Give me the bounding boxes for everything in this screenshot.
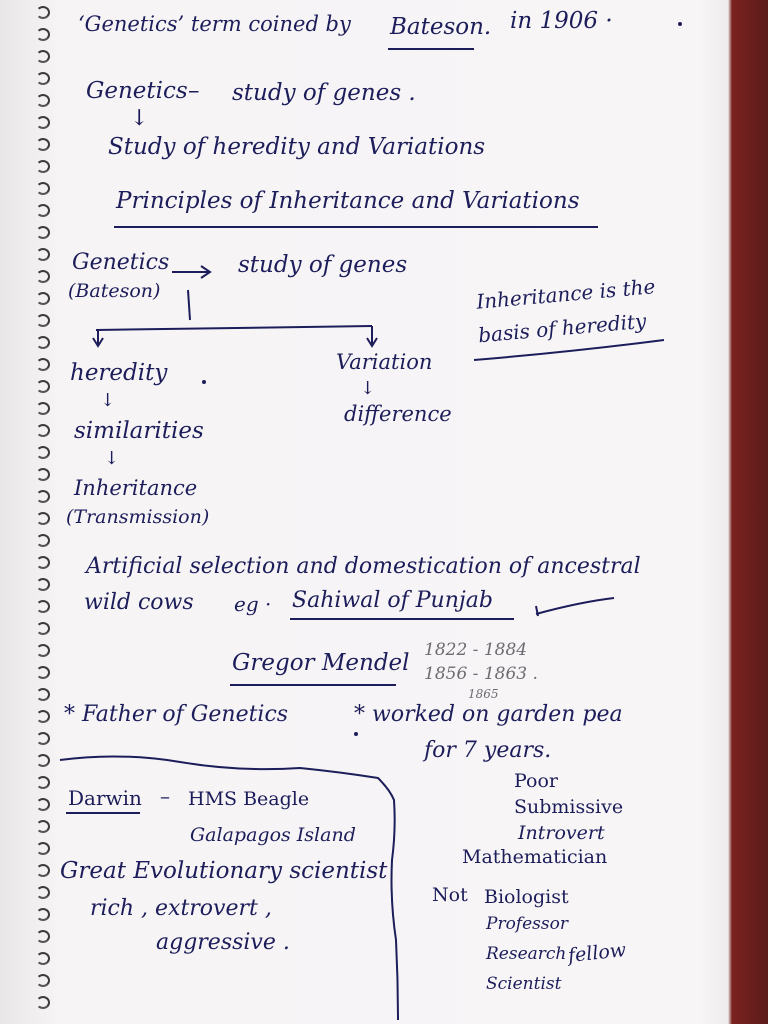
trait-poor: Poor	[514, 770, 558, 792]
principles-heading: Principles of Inheritance and Variations	[116, 188, 580, 214]
study-of-genes-text: study of genes .	[232, 80, 416, 106]
aggressive: aggressive .	[156, 930, 290, 955]
eg-text: eg ·	[234, 592, 272, 616]
trait-mathematician: Mathematician	[462, 846, 608, 868]
flow-genetics: Genetics	[72, 250, 170, 275]
mendel-name: Gregor Mendel	[232, 650, 410, 676]
trait-research: Research	[486, 944, 567, 964]
side-note-line2: basis of heredity	[477, 308, 648, 348]
flow-arrow-3: ↓	[360, 378, 376, 399]
trait-fellow: fellow	[566, 939, 628, 967]
for-7-years: for 7 years.	[424, 738, 552, 763]
ink-dot-2	[354, 732, 358, 736]
father-of-genetics: * Father of Genetics	[64, 702, 289, 727]
genetics-dash: –	[188, 78, 200, 104]
great-evolutionary-scientist: Great Evolutionary scientist	[60, 858, 388, 884]
flow-branch-line	[96, 326, 372, 330]
darwin-dash: –	[160, 784, 170, 808]
flow-bateson: (Bateson)	[68, 280, 161, 302]
title-coined-text: ‘Genetics’ term coined by	[78, 12, 351, 36]
trait-not: Not	[432, 884, 468, 906]
rich-extrovert: rich , extrovert ,	[90, 896, 272, 921]
down-arrow: ↓	[130, 106, 149, 131]
trait-biologist: Biologist	[484, 886, 569, 908]
ink-dot	[202, 380, 206, 384]
flow-heredity: heredity	[70, 360, 168, 386]
worked-on-garden-pea: * worked on garden pea	[354, 702, 623, 727]
flow-study-of-genes: study of genes	[238, 252, 408, 278]
flow-arrow-1: ↓	[100, 390, 116, 411]
flow-variation: Variation	[336, 350, 433, 374]
flow-arrow-2: ↓	[104, 448, 120, 469]
flow-transmission: (Transmission)	[66, 506, 210, 528]
title-bateson: Bateson.	[390, 14, 492, 40]
flow-inheritance: Inheritance	[74, 476, 198, 500]
trait-scientist: Scientist	[486, 974, 562, 994]
sahiwal-text: Sahiwal of Punjab	[292, 588, 493, 613]
trait-introvert: Introvert	[518, 822, 605, 844]
study-heredity-text: Study of heredity and Variations	[108, 134, 486, 160]
mendel-years-3: 1865	[468, 687, 499, 701]
genetics-word: Genetics	[86, 78, 188, 104]
mendel-years-1: 1822 - 1884	[424, 640, 528, 660]
darwin-box-border	[60, 756, 398, 1020]
trailing-stroke	[536, 598, 614, 614]
mendel-years-2: 1856 - 1863 .	[424, 664, 538, 684]
flow-difference: difference	[344, 402, 452, 426]
title-year: in 1906 ·	[510, 8, 613, 34]
ink-dot-3	[678, 22, 682, 26]
trait-submissive: Submissive	[514, 796, 624, 818]
artificial-selection-line1: Artificial selection and domestication of ancestral	[86, 554, 641, 579]
side-note-underline	[474, 340, 664, 360]
side-note-line1: Inheritance is the	[475, 274, 657, 314]
wild-cows-text: wild cows	[84, 590, 194, 615]
darwin-name: Darwin	[68, 786, 142, 810]
flow-stem	[188, 290, 190, 320]
flow-similarities: similarities	[74, 418, 204, 444]
trait-professor: Professor	[486, 914, 568, 934]
hms-beagle: HMS Beagle	[188, 788, 310, 810]
galapagos-island: Galapagos Island	[190, 824, 356, 846]
